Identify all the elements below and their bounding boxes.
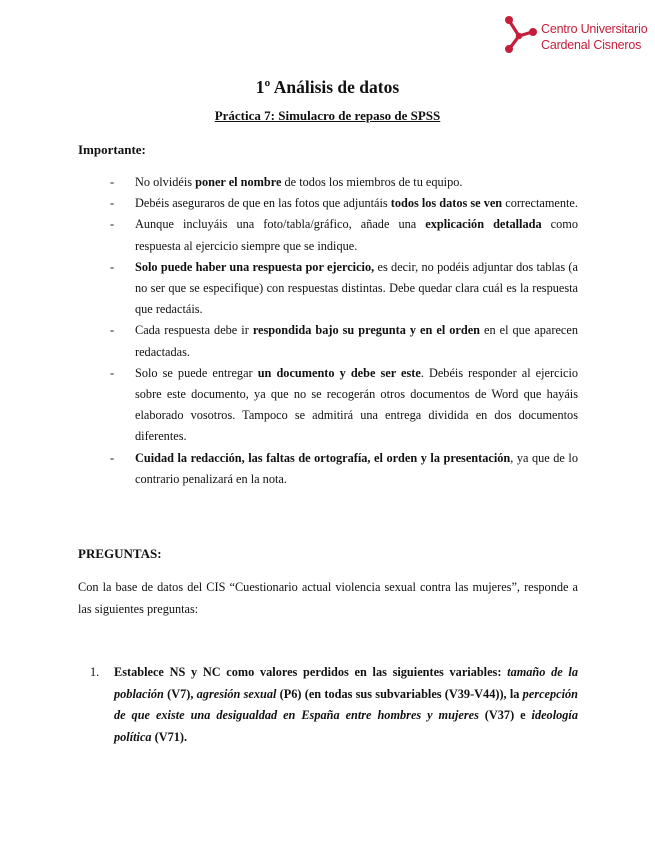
instruction-text: Solo puede haber una respuesta por ejercicio, es decir, no podéis adjuntar dos tablas (a no ser que se especifique) con respuestas distintas. Debe quedar clara cuál es la respuesta que redactáis. [135, 259, 578, 317]
logo-molecule-icon [502, 14, 538, 54]
instruction-item [110, 363, 579, 448]
bullet-dash: - [110, 259, 115, 274]
instruction-text: Debéis aseguraros de que en las fotos que adjuntáis todos los datos se ven correctamente. [135, 196, 578, 211]
bullet-dash: - [110, 450, 115, 465]
question-1 [78, 662, 578, 748]
instruction-item [110, 214, 578, 256]
instruction-text: Cuidad la redacción, las faltas de ortografía, el orden y la presentación, ya que de lo contrario penalizará en la nota. [135, 450, 578, 486]
logo-line-1: Centro Universitario [541, 22, 648, 36]
bullet-dash: - [110, 323, 115, 338]
instructions-list [110, 172, 579, 490]
bullet-dash: - [110, 365, 115, 380]
instruction-text: Solo se puede entregar un documento y debe ser este. Debéis responder al ejercicio sobre este documento, ya que no se recogerán otros documentos de Word que hayáis elaborado vosotros. Tampoco se admitirá una entrega dividida en dos documentos diferentes. [135, 365, 579, 444]
bullet-dash: - [110, 196, 115, 211]
intro-paragraph: Con la base de datos del CIS “Cuestionario actual violencia sexual contra las mujeres”, responde a las siguientes preguntas: [78, 580, 578, 616]
instruction-item [110, 257, 578, 321]
document-subtitle: Práctica 7: Simulacro de repaso de SPSS [214, 108, 441, 123]
question-text: Establece NS y NC como valores perdidos en las siguientes variables: tamaño de la población (V7), agresión sexual (P6) (en todas sus subvariables (V39-V44)), la percepción de que existe una desigualdad en España entre hombres y mujeres (V37) e ideología política (V71). [114, 665, 578, 744]
university-logo [502, 14, 652, 58]
bullet-dash: - [110, 217, 115, 232]
instruction-item [110, 193, 578, 214]
important-heading: Importante: [78, 142, 146, 157]
questions-heading: PREGUNTAS: [78, 546, 162, 561]
instruction-text: Aunque incluyáis una foto/tabla/gráfico, añade una explicación detallada como respuesta al ejercicio siempre que se indique. [135, 217, 578, 253]
bullet-dash: - [110, 175, 115, 189]
instruction-text: Cada respuesta debe ir respondida bajo su pregunta y en el orden en el que aparecen redactadas. [135, 323, 578, 359]
instruction-item [110, 320, 578, 362]
instruction-item [110, 172, 578, 193]
instruction-item [110, 448, 578, 490]
instruction-text: No olvidéis poner el nombre de todos los miembros de tu equipo. [135, 175, 463, 189]
document-title: 1º Análisis de datos [255, 77, 400, 97]
logo-line-2: Cardenal Cisneros [541, 38, 642, 52]
question-number: 1. [90, 665, 100, 679]
